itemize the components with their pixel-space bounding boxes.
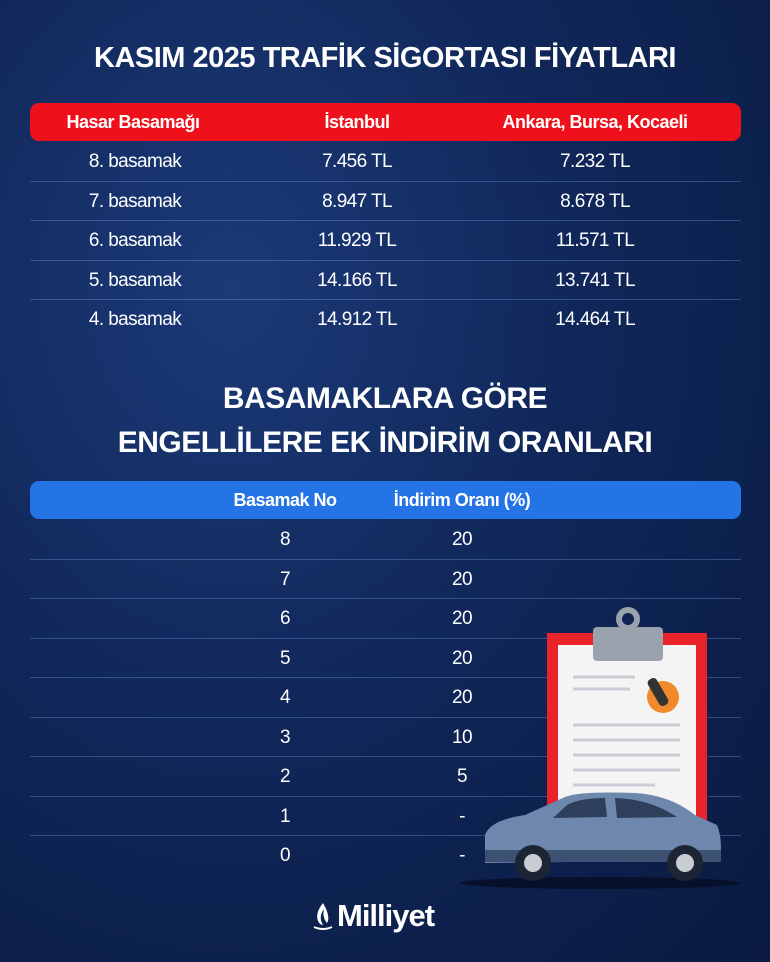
discount-rate-cell: 20	[452, 647, 472, 669]
discount-rate-cell: -	[459, 805, 465, 827]
page-title: KASIM 2025 TRAFİK SİGORTASI FİYATLARI	[94, 42, 676, 74]
step-cell: 8. basamak	[88, 151, 182, 172]
istanbul-price-cell: 8.947 TL	[322, 190, 392, 212]
step-number-cell: 2	[280, 766, 290, 787]
istanbul-price-cell: 14.166 TL	[317, 269, 397, 291]
logo-text: Milliyet	[337, 898, 435, 933]
price-table-header	[30, 103, 741, 141]
ankara-price-cell: 8.678 TL	[560, 190, 630, 212]
istanbul-price-cell: 7.456 TL	[322, 151, 392, 172]
section-title	[0, 377, 770, 465]
step-cell: 7. basamak	[88, 190, 182, 212]
header-ankara-bursa-kocaeli: Ankara, Bursa, Kocaeli	[502, 111, 688, 132]
step-number-cell: 0	[280, 845, 290, 866]
discount-row	[30, 520, 741, 560]
price-row	[30, 300, 741, 340]
milliyet-logo	[312, 898, 434, 934]
section-title-line1: BASAMAKLARA GÖRE	[222, 382, 548, 415]
price-row	[30, 221, 741, 261]
flame-icon	[312, 901, 334, 931]
price-row	[30, 261, 741, 301]
istanbul-price-cell: 14.912 TL	[317, 309, 397, 330]
step-number-cell: 8	[280, 529, 290, 550]
step-cell: 4. basamak	[88, 309, 182, 330]
header-indirim-orani: İndirim Oranı (%)	[393, 489, 531, 510]
price-table-body	[30, 142, 741, 340]
step-cell: 6. basamak	[88, 230, 182, 251]
price-row	[30, 182, 741, 222]
discount-rate-cell: 20	[452, 568, 472, 590]
ankara-price-cell: 7.232 TL	[560, 151, 630, 172]
step-number-cell: 1	[280, 805, 290, 827]
header-hasar-basamagi: Hasar Basamağı	[66, 111, 200, 132]
istanbul-price-cell: 11.929 TL	[317, 230, 397, 251]
header-basamak-no: Basamak No	[233, 489, 337, 510]
header-istanbul: İstanbul	[324, 111, 390, 132]
step-number-cell: 4	[280, 687, 290, 708]
discount-rate-cell: 10	[452, 726, 472, 748]
ankara-price-cell: 14.464 TL	[555, 309, 635, 330]
ankara-price-cell: 13.741 TL	[555, 269, 635, 291]
section-title-line2: ENGELLİLERE EK İNDİRİM ORANLARI	[117, 426, 653, 459]
discount-rate-cell: 20	[452, 687, 472, 708]
step-number-cell: 5	[280, 647, 290, 669]
discount-rate-cell: 20	[452, 608, 472, 629]
discount-rate-cell: 5	[457, 766, 467, 787]
price-row	[30, 142, 741, 182]
discount-table-header	[30, 481, 741, 519]
step-cell: 5. basamak	[88, 269, 182, 291]
discount-rate-cell: 20	[452, 529, 472, 550]
step-number-cell: 7	[280, 568, 290, 590]
clipboard-car-illustration	[455, 605, 745, 895]
discount-rate-cell: -	[459, 845, 465, 866]
ankara-price-cell: 11.571 TL	[555, 230, 635, 251]
discount-row	[30, 560, 741, 600]
step-number-cell: 6	[280, 608, 290, 629]
step-number-cell: 3	[280, 726, 290, 748]
